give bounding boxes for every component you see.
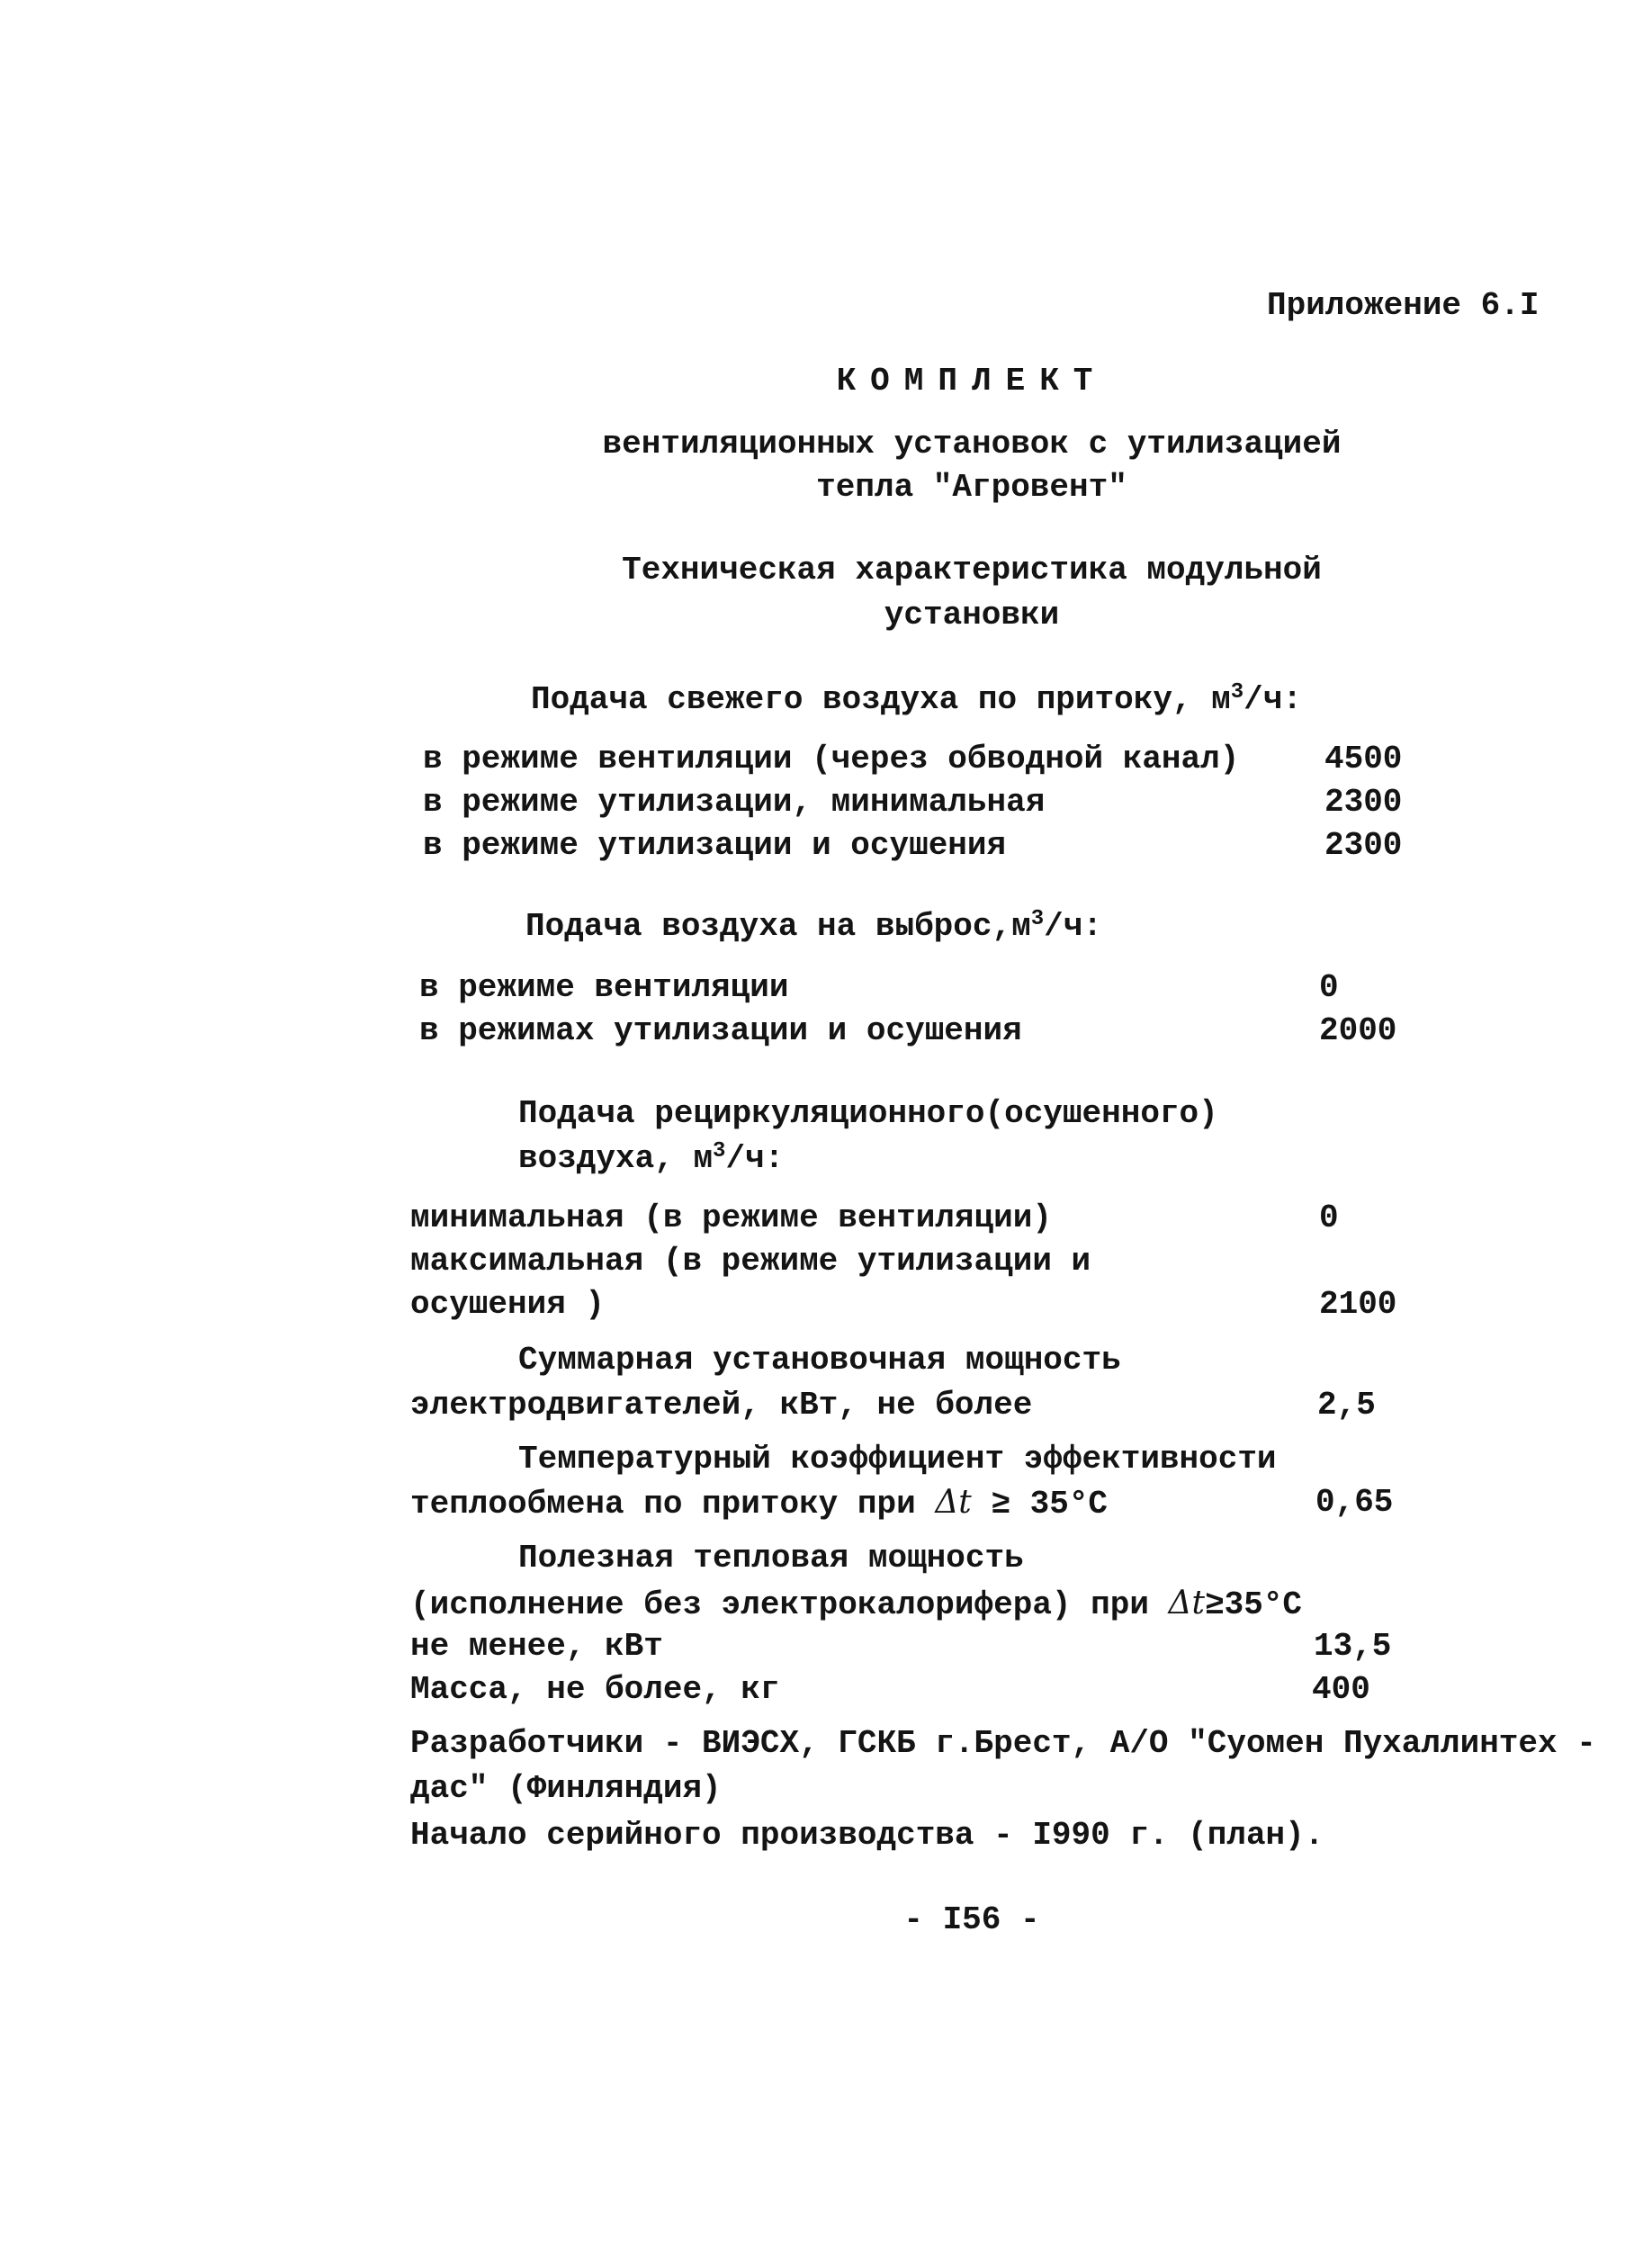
temperature-value: 35°С	[1029, 1486, 1109, 1523]
subtitle-line-2: тепла "Агровент"	[816, 469, 1127, 506]
mass-label: Масса, не более, кг	[410, 1671, 780, 1708]
efficiency-value: 0,65	[1315, 1484, 1394, 1521]
appendix-label: Приложение 6.I	[1267, 287, 1540, 324]
production-start: Начало серийного производства - I990 г. (план).	[410, 1817, 1324, 1854]
delta-t-symbol: Δt	[1168, 1585, 1206, 1622]
efficiency-line-1: Температурный коэффициент эффективности	[518, 1441, 1277, 1478]
developers-line-2: дас" (Финляндия)	[410, 1770, 722, 1807]
fresh-air-row-label: в режиме вентиляции (через обводной канал)	[423, 741, 1240, 777]
document-title: КОМПЛЕКТ	[836, 363, 1108, 400]
fresh-air-heading-text: Подача свежего воздуха по притоку,	[531, 681, 1192, 718]
delta-t-symbol: Δt	[935, 1484, 972, 1521]
developers-line-1: Разработчики - ВИЭСХ, ГСКБ г.Брест, А/О "Суомен Пухаллинтех -	[410, 1725, 1596, 1762]
recirc-air-heading-text: воздуха,	[518, 1140, 674, 1177]
exhaust-air-heading-text: Подача воздуха на выброс,	[525, 908, 1012, 945]
heat-power-value: 13,5	[1314, 1628, 1392, 1665]
fresh-air-row-label: в режиме утилизации, минимальная	[423, 784, 1046, 821]
page-number: - I56 -	[903, 1901, 1040, 1938]
fresh-air-unit-base: м	[1211, 681, 1231, 718]
fresh-air-unit-exp: 3	[1230, 680, 1244, 705]
greater-equal-symbol: ≥	[1205, 1586, 1225, 1623]
power-line-2: электродвигателей, кВт, не более	[410, 1387, 1033, 1424]
power-value: 2,5	[1317, 1387, 1376, 1424]
exhaust-air-heading	[525, 907, 1102, 947]
recirc-air-row-label: максимальная (в режиме утилизации и	[410, 1243, 1091, 1280]
mass-value: 400	[1312, 1671, 1370, 1708]
recirc-air-row-value: 0	[1319, 1199, 1339, 1236]
fresh-air-row-label: в режиме утилизации и осушения	[423, 827, 1007, 864]
recirc-air-heading-line-2	[518, 1139, 784, 1179]
section-title-line-2: установки	[884, 597, 1060, 633]
efficiency-line-2-text: теплообмена по притоку при	[410, 1486, 916, 1523]
fresh-air-row-value: 2300	[1324, 827, 1403, 864]
exhaust-air-unit-base: м	[1011, 908, 1031, 945]
temperature-value: 35°С	[1224, 1586, 1303, 1623]
exhaust-air-row-value: 0	[1319, 969, 1339, 1006]
recirc-air-unit-tail: /ч:	[725, 1140, 785, 1177]
fresh-air-row-value: 4500	[1324, 741, 1403, 777]
exhaust-air-unit-exp: 3	[1030, 907, 1045, 931]
efficiency-line-2	[410, 1483, 1108, 1524]
exhaust-air-row-label: в режиме вентиляции	[419, 969, 789, 1006]
recirc-air-unit-base: м	[693, 1140, 714, 1177]
recirc-air-unit-exp: 3	[713, 1139, 726, 1163]
exhaust-air-unit-tail: /ч:	[1044, 908, 1102, 945]
greater-equal-symbol: ≥	[991, 1486, 1010, 1523]
subtitle-line-1: вентиляционных установок с утилизацией	[602, 426, 1342, 463]
power-line-1: Суммарная установочная мощность	[518, 1342, 1121, 1379]
recirc-air-row-label-cont: осушения )	[410, 1286, 606, 1323]
heat-power-line-2-text: (исполнение без электрокалорифера) при	[410, 1586, 1149, 1623]
heat-power-line-2	[410, 1584, 1302, 1625]
heat-power-line-1: Полезная тепловая мощность	[518, 1540, 1024, 1577]
recirc-air-row-value: 2100	[1319, 1286, 1397, 1323]
section-title-line-1: Техническая характеристика модульной	[622, 552, 1322, 588]
fresh-air-heading	[531, 680, 1302, 720]
exhaust-air-row-label: в режимах утилизации и осушения	[419, 1012, 1022, 1049]
recirc-air-heading-line-1: Подача рециркуляционного(осушенного)	[518, 1095, 1218, 1132]
heat-power-line-3: не менее, кВт	[410, 1628, 663, 1665]
fresh-air-row-value: 2300	[1324, 784, 1403, 821]
recirc-air-row-label: минимальная (в режиме вентиляции)	[410, 1199, 1052, 1236]
exhaust-air-row-value: 2000	[1319, 1012, 1397, 1049]
fresh-air-unit-tail: /ч:	[1243, 681, 1302, 718]
